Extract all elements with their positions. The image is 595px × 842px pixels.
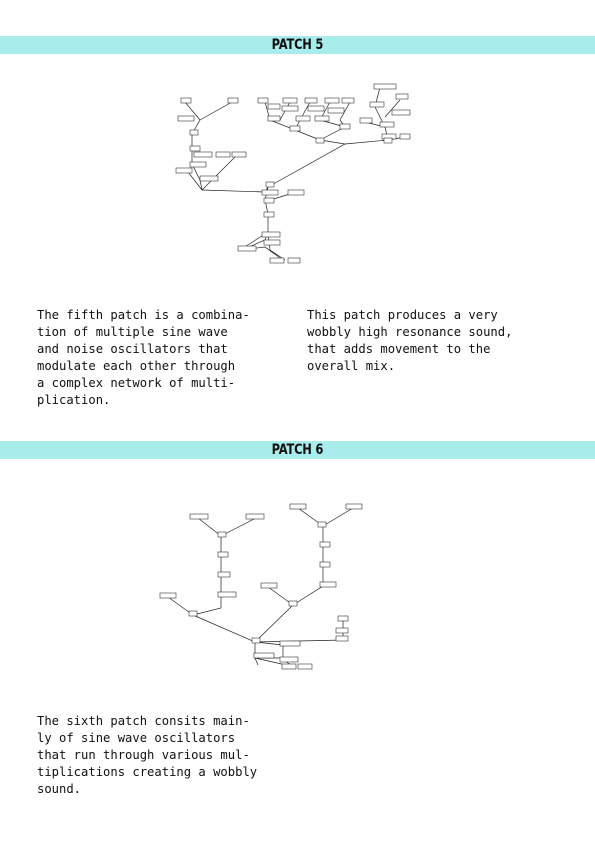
- patch5-title: PATCH 5: [271, 37, 324, 53]
- patch6-header-band: [0, 441, 595, 459]
- patch5-header-band: [0, 36, 595, 54]
- patch5-diagram: [170, 82, 420, 267]
- patch6-title: PATCH 6: [271, 442, 324, 458]
- patch5-description-left: The fifth patch is a combina- tion of multiple sine wave and noise oscillators that modulate each other through a complex network of multi- plication.: [37, 308, 250, 407]
- patch6-description: The sixth patch consits main- ly of sine wave oscillators that run through various mul- tiplications creating a wobbly sound.: [37, 714, 258, 796]
- patch6-nodes: [160, 504, 362, 669]
- patch6-diagram: [158, 500, 368, 675]
- patch5-nodes: [176, 84, 410, 263]
- patch5-wires: [185, 87, 405, 260]
- patch5-description-right: This patch produces a very wobbly high resonance sound, that adds movement to the overall mix.: [307, 308, 513, 373]
